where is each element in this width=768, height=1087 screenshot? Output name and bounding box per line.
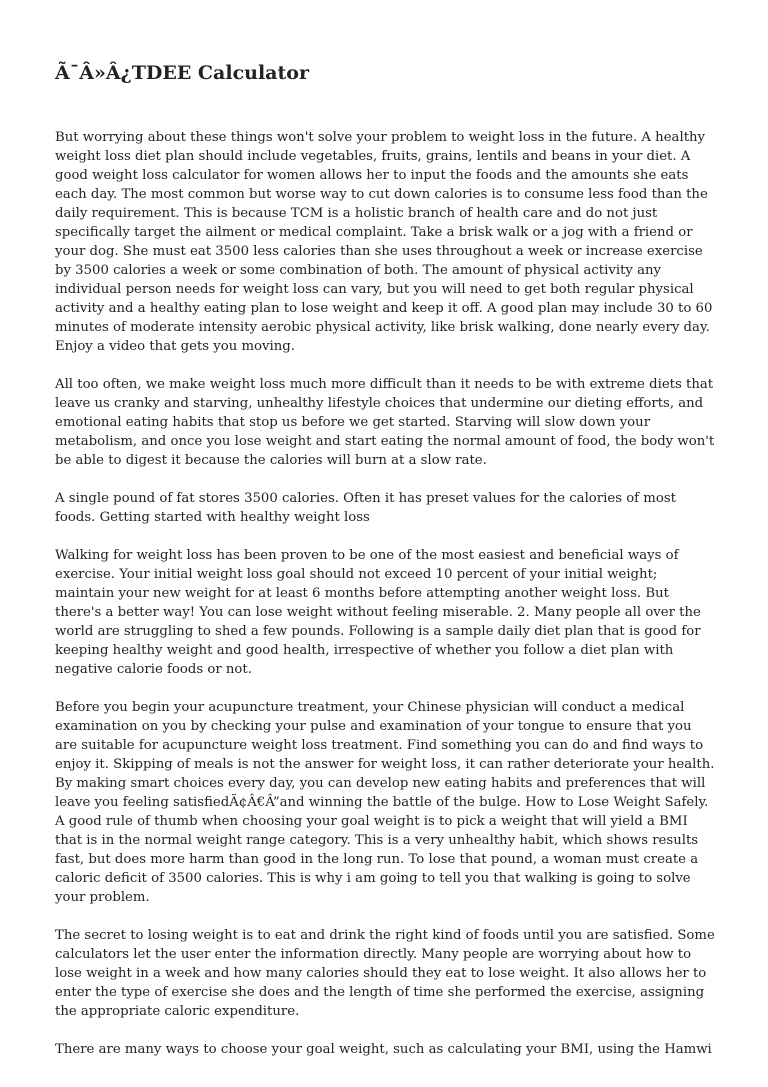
paragraph: The secret to losing weight is to eat and drink the right kind of foods until you are satisfied. Some calculators let the user enter the information directly. Many people are worrying about how to lose weight in a week and how many calories should they eat to lose weight. It also allows her to enter the type of exercise she does and the length of time she performed the exercise, assigning the appropriate caloric expenditure.: [55, 928, 715, 1019]
paragraph: But worrying about these things won't solve your problem to weight loss in the future. A healthy weight loss diet plan should include vegetables, fruits, grains, lentils and beans in your diet. A good weight loss calculator for women allows her to input the foods and the amounts she eats each day. The most common but worse way to cut down calories is to consume less food than the daily requirement. This is because TCM is a holistic branch of health care and do not just specifically target the ailment or medical complaint. Take a brisk walk or a jog with a friend or your dog. She must eat 3500 less calories than she uses throughout a week or increase exercise by 3500 calories a week or some combination of both. The amount of physical activity any individual person needs for weight loss can vary, but you will need to get both regular physical activity and a healthy eating plan to lose weight and keep it off. A good plan may include 30 to 60 minutes of moderate intensity aerobic physical activity, like brisk walking, done nearly every day. Enjoy a video that gets you moving.: [55, 130, 713, 354]
paragraph: Walking for weight loss has been proven to be one of the most easiest and beneficial ways of exercise. Your initial weight loss goal should not exceed 10 percent of your initial weight; maintain your new weight for at least 6 months before attempting another weight loss. But there's a better way! You can lose weight without feeling miserable. 2. Many people all over the world are struggling to shed a few pounds. Following is a sample daily diet plan that is good for keeping healthy weight and good health, irrespective of whether you follow a diet plan with negative calorie foods or not.: [55, 548, 701, 677]
paragraph: All too often, we make weight loss much more difficult than it needs to be with extreme diets that leave us cranky and starving, unhealthy lifestyle choices that undermine our dieting efforts, and emotional eating habits that stop us before we get started. Starving will slow down your metabolism, and once you lose weight and start eating the normal amount of food, the body won't be able to digest it because the calories will burn at a slow rate.: [55, 377, 715, 468]
document-page: [55, 58, 715, 1078]
paragraph: There are many ways to choose your goal weight, such as calculating your BMI, using the Hamwi: [55, 1042, 712, 1057]
paragraph: A single pound of fat stores 3500 calories. Often it has preset values for the calories of most foods. Getting started with healthy weight loss: [55, 491, 676, 525]
paragraph: Before you begin your acupuncture treatment, your Chinese physician will conduct a medical examination on you by checking your pulse and examination of your tongue to ensure that you are suitable for acupuncture weight loss treatment. Find something you can do and find ways to enjoy it. Skipping of meals is not the answer for weight loss, it can rather deteriorate your health. By making smart choices every day, you can develop new eating habits and preferences that will leave you feeling satisfiedÃ¢Â€Â”and winning the battle of the bulge. How to Lose Weight Safely. A good rule of thumb when choosing your goal weight is to pick a weight that will yield a BMI that is in the normal weight range category. This is a very unhealthy habit, which shows results fast, but does more harm than good in the long run. To lose that pound, a woman must create a caloric deficit of 3500 calories. This is why i am going to tell you that walking is going to solve your problem.: [55, 700, 715, 905]
document-title: Ã¯Â»Â¿TDEE Calculator: [55, 62, 309, 84]
